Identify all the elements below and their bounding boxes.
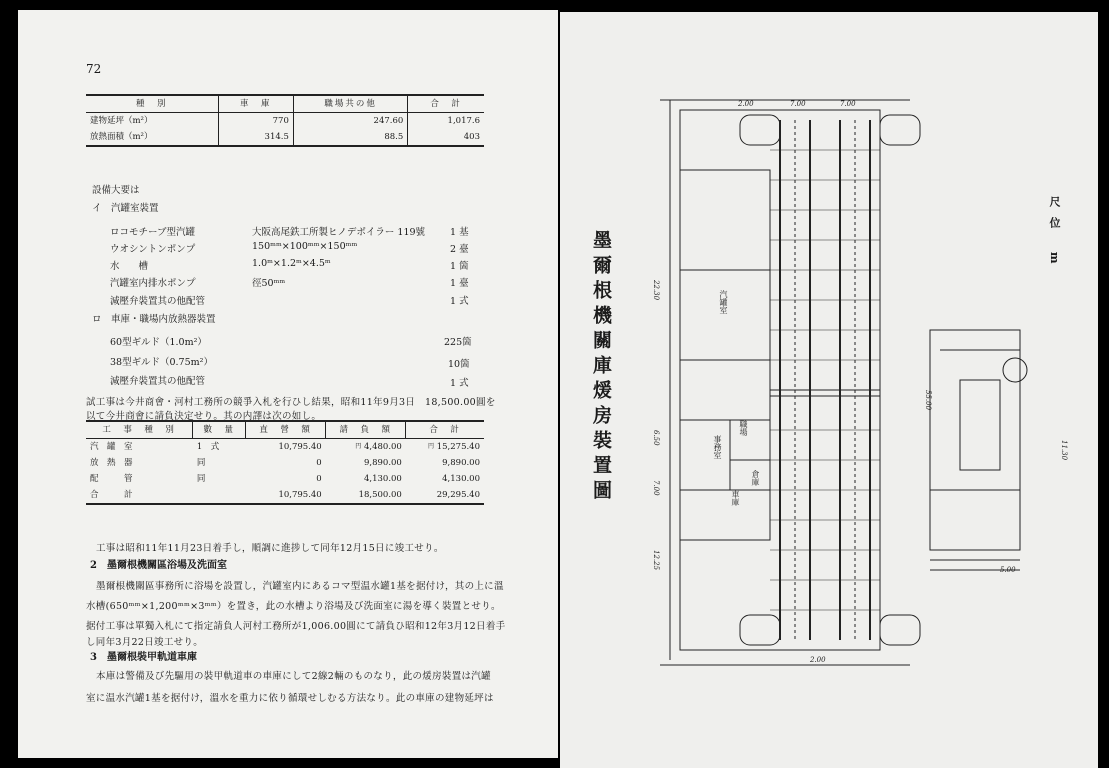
- dimension-label: 11.30: [1060, 440, 1068, 461]
- unit-label: 円: [428, 443, 435, 450]
- dimension-label: 7.00: [840, 100, 856, 108]
- table-cell: 10,795.40: [278, 442, 322, 452]
- pipe-loop: [740, 615, 780, 645]
- scale-label: 尺位 m: [1048, 196, 1061, 274]
- dimension-label: 5.00: [1000, 566, 1016, 574]
- item-name: 汽罐室内排水ポンプ: [110, 278, 196, 289]
- equip-intro: 設備大要は: [92, 185, 140, 196]
- contract-table: [86, 420, 484, 505]
- paragraph-line: 水槽(650ᵐᵐ×1,200ᵐᵐ×3ᵐᵐ）を置き，此の水槽より浴場及び洗面室に湯を導く裝置とせり。: [86, 601, 501, 612]
- boiler-room: [930, 330, 1020, 550]
- table-row: [86, 487, 484, 504]
- room-label: 倉庫: [751, 470, 760, 486]
- dimension-label: 55.00: [924, 390, 932, 411]
- table-header: 職場共の他: [293, 95, 407, 113]
- table-header: 數 量: [193, 421, 246, 439]
- table-cell: 合 計: [90, 490, 133, 500]
- table-header: 工 事 種 別: [86, 421, 193, 439]
- floor-plan-drawing: [640, 80, 1040, 680]
- dimension-label: 2.00: [810, 656, 826, 664]
- paragraph-line: し同年3月22日竣工せり。: [86, 637, 204, 648]
- table-header: 車 庫: [218, 95, 293, 113]
- room-label: 汽罐室: [719, 290, 728, 314]
- table-cell: 同: [196, 474, 206, 484]
- paragraph-line: 試工事は今井商會・河村工務所の競爭入札を行ひし結果，昭和11年9月3日 18,500.00圓を: [86, 397, 496, 408]
- table-cell: 9,890.00: [363, 458, 402, 468]
- section-heading: イ 汽罐室裝置: [92, 203, 159, 214]
- item-qty: 1 箇: [450, 261, 469, 272]
- item-qty: 1 式: [450, 378, 469, 389]
- paragraph-line: 本庫は警備及び先驅用の裝甲軌道車の車庫にして2線2輛のものなり，此の煖房裝置は汽罐: [96, 671, 491, 682]
- item-qty: 1 式: [450, 296, 469, 307]
- table-cell: 0: [316, 474, 322, 484]
- item-spec: 大阪高尾鉄工所製ヒノデボイラー 119號: [252, 227, 426, 238]
- table-cell: [193, 487, 246, 504]
- table-cell: 配 管: [90, 474, 133, 484]
- dimension-label: 22.30: [652, 280, 660, 301]
- room-label: 事務室: [713, 435, 722, 459]
- table-row: [86, 129, 484, 146]
- page-number: 72: [86, 62, 102, 76]
- table-cell: 4,130.00: [442, 474, 480, 484]
- item-qty: 10箇: [448, 359, 470, 370]
- item-name: 減壓弁裝置其の他配管: [110, 296, 206, 307]
- item-name: ウオシントンポンプ: [110, 244, 196, 255]
- room-label: 車庫: [731, 490, 740, 506]
- table-cell: 9,890.00: [442, 458, 480, 468]
- room: [730, 420, 770, 460]
- item-spec: 1.0ᵐ×1.2ᵐ×4.5ᵐ: [252, 258, 331, 269]
- room: [680, 270, 770, 360]
- table-cell: 汽 罐 室: [90, 442, 133, 452]
- pipe-loop: [740, 115, 780, 145]
- paragraph-line: 工事は昭和11年11月23日着手し，順調に進捗して同年12月15日に竣工せり。: [96, 543, 444, 554]
- dimension-label: 12.25: [652, 550, 660, 571]
- item-qty: 1 臺: [450, 278, 469, 289]
- table-cell: 1,017.6: [408, 113, 484, 130]
- item-name: 38型ギルド（0.75m²）: [110, 357, 213, 368]
- table-header: 合 計: [406, 421, 484, 439]
- pipe-loop: [880, 615, 920, 645]
- item-name: 減壓弁裝置其の他配管: [110, 376, 206, 387]
- drawing-title: 墨爾根機關庫煖房裝置圖: [590, 230, 612, 505]
- section-heading: 3 墨爾根裝甲軌道車庫: [90, 652, 197, 663]
- table-cell: [406, 439, 484, 456]
- item-qty: 1 基: [450, 227, 469, 238]
- table-cell: 放熱面積（m²）: [90, 132, 153, 142]
- table-cell: [326, 439, 406, 456]
- section-heading: 2 墨爾根機關區浴場及洗面室: [90, 560, 227, 571]
- room: [680, 170, 770, 270]
- cell-value: 4,480.00: [363, 442, 402, 452]
- table-row: [86, 471, 484, 487]
- paragraph-line: 以て今井商會に請負決定せり。其の内譯は次の如し。: [86, 411, 322, 422]
- table-cell: 403: [408, 129, 484, 146]
- item-name: 60型ギルド（1.0m²）: [110, 337, 207, 348]
- room: [680, 360, 770, 420]
- section-heading: ロ 車庫・職場内放熱器裝置: [92, 314, 216, 325]
- pipe-loop: [880, 115, 920, 145]
- table-cell: 建物延坪（m²）: [90, 116, 153, 126]
- paragraph-line: 墨爾根機關區事務所に浴場を設置し，汽罐室内にあるコマ型温水罐1基を据付け，其の上に溫: [96, 581, 504, 592]
- table-cell: 10,795.40: [278, 490, 322, 500]
- table-cell: 1 式: [196, 442, 220, 452]
- item-name: ロコモチーブ型汽罐: [110, 227, 196, 238]
- table-cell: 29,295.40: [436, 490, 480, 500]
- table-cell: 247.60: [293, 113, 407, 130]
- table-header: 合 計: [408, 95, 484, 113]
- table-cell: 770: [218, 113, 293, 130]
- table-row: [86, 455, 484, 471]
- cell-value: 15,275.40: [436, 442, 480, 452]
- paragraph-line: 据付工事は單獨入札にて指定請負人河村工務所が1,006.00圓にて請負ひ昭和12年3月12日着手: [86, 621, 506, 632]
- item-qty: 2 臺: [450, 244, 469, 255]
- table-cell: 0: [316, 458, 322, 468]
- building-area-table: [86, 94, 484, 147]
- boiler: [1003, 358, 1027, 382]
- item-spec: 150ᵐᵐ×100ᵐᵐ×150ᵐᵐ: [252, 241, 358, 252]
- unit-label: 円: [355, 443, 362, 450]
- table-header: 直 營 額: [246, 421, 326, 439]
- dimension-label: 7.00: [790, 100, 806, 108]
- room-label: 職場: [739, 420, 748, 436]
- dimension-label: 7.00: [652, 480, 660, 496]
- table-cell: 4,130.00: [363, 474, 402, 484]
- paragraph-line: 室に温水汽罐1基を据付け，溫水を重力に依り循環せしむる方法なり。此の車庫の建物延坪は: [86, 693, 494, 704]
- table-cell: 同: [196, 458, 206, 468]
- item-spec: 徑50ᵐᵐ: [252, 278, 286, 289]
- table-header: 請 負 額: [326, 421, 406, 439]
- table-cell: 18,500.00: [358, 490, 402, 500]
- table-cell: 88.5: [293, 129, 407, 146]
- room: [680, 490, 770, 540]
- table-row: [86, 113, 484, 130]
- item-name: 水 槽: [110, 261, 149, 272]
- dimension-label: 6.50: [652, 430, 660, 446]
- table-cell: 放 熱 器: [90, 458, 133, 468]
- table-row: [86, 439, 484, 456]
- table-header: 種 別: [86, 95, 218, 113]
- item-qty: 225箇: [444, 337, 472, 348]
- table-cell: 314.5: [218, 129, 293, 146]
- dimension-label: 2.00: [738, 100, 754, 108]
